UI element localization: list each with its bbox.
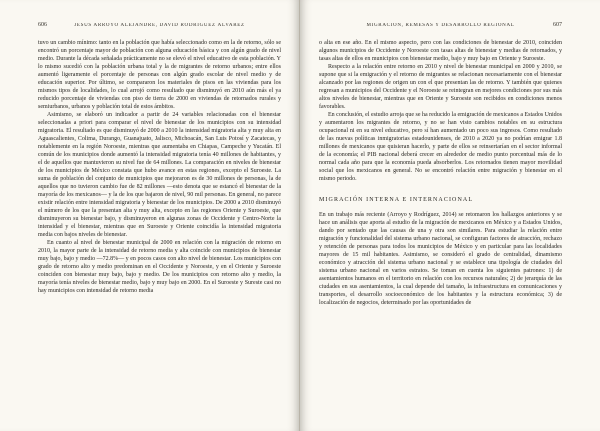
page-number-right: 607 (553, 22, 562, 28)
left-page-header (38, 22, 281, 28)
body-paragraph: En un trabajo más reciente (Arroyo y Rodríguez, 2014) se retomaron los hallazgos anteriores y se hace un análisis que aporta al estudio de la migración de mexicanos en México y a Estados Unidos, dando por sentado que las causas de una y otra son similares. Para estudiar la relación entre migración y funcionalidad del sistema urbano nacional, se configuran factores de atracción, rechazo y retención de personas para todos los municipios de México y en particular para las localidades mayores de 15 mil habitantes. Asimismo, se consideró el grado de centralidad, dinamismo económico y atracción del sistema urbano nacional y se establece una tipología de ciudades del sistema urbano nacional en varios estratos. Se toman en cuenta los siguientes patrones: 1) de asentamientos humanos en el territorio en relación con los recursos naturales; 2) de jerarquía de las ciudades en sus asentamientos, la cual depende del tamaño, la infraestructura en comunicaciones y transportes, el desarrollo socioeconómico de los habitantes y la estructura económica; 3) de localización de negocios, determinado por las oportunidades de (319, 212, 562, 306)
body-paragraph: Asimismo, se elaboró un indicador a partir de 24 variables relacionadas con el bienestar seleccionadas a priori para comparar el nivel de bienestar de los municipios con su intensidad migratoria. El resultado es que disminuyó de 2000 a 2010 la intensidad migratoria alta y muy alta en Aguascalientes, Colima, Durango, Guanajuato, Jalisco, Michoacán, San Luis Potosí y Zacatecas, y notablemente en la región Noroeste, mientras que aumentaba en Chiapas, Campeche y Yucatán. El común de los municipios donde aumentó la intensidad migratoria tenía 40 millones de habitantes, y el de aquellos que mantuvieron su nivel fue de 64 millones. La comparación en niveles de bienestar de los municipios de México constata que hubo avance en estas regiones, excepto el Suroeste. La suma de población del conjunto de municipios que mejoraron es de 30 millones de personas, la de aquellos que no tuvieron cambio fue de 82 millones —esto denota que se estancó el bienestar de la mayoría de los mexicanos— y la de los que bajaron de nivel, 90 mil personas. En general, no parece existir relación entre intensidad migratoria y bienestar de los municipios. De 2000 a 2010 disminuyó el número de los que la presentan alta y muy alta, excepto en las regiones Oriente y Suroeste, que disminuyeron su bienestar bajo, y disminuyeron en algunas zonas de Occidente y Centro-Norte la intensidad y el bienestar, mientras que en Suroeste y Oriente coincidía la intensidad migratoria media con bajos niveles de bienestar. (38, 112, 281, 238)
running-head-authors: JESÚS ARROYO ALEJANDRE, DAVID RODRÍGUEZ ÁLVAREZ (74, 23, 245, 28)
right-page-header (319, 22, 562, 28)
page-number-left: 606 (38, 22, 47, 28)
body-paragraph: Respecto a la relación entre retorno en 2010 y nivel de bienestar municipal en 2000 y 2010, se supone que si la emigración y el retorno de migrantes se relacionan necesariamente con el bienestar alcanzado por las regiones de origen un con el que presentan las de retorno. Y también que quienes regresan a municipios del Occidente y el Noroeste se reintegran en mejores condiciones por sus más altos niveles de bienestar, mientras que en Oriente y Suroeste son recibidos en condiciones menos favorables. (319, 64, 562, 110)
right-page-body (319, 39, 562, 307)
body-paragraph: En cuanto al nivel de bienestar municipal de 2000 en relación con la migración de retorno en 2010, la mayor parte de la intensidad de retorno media y alta coincide con municipios de bienestar muy bajo, bajo y medio —72.8%— y en pocos casos con alto nivel de bienestar. Los municipios con grado de retorno alto y medio predominan en el Occidente y Noroeste, y en el Oriente y Suroeste coinciden con bienestar muy bajo, bajo y medio. De los municipios con retorno alto y medio, la mayoría tenía niveles de bienestar medio, bajo y muy bajo en 2000. En el Suroeste y Sureste casi no hay municipios con intensidad de retorno media (38, 240, 281, 294)
section-heading: MIGRACIÓN INTERNA E INTERNACIONAL (319, 197, 474, 203)
right-page (300, 0, 600, 431)
running-head-title: MIGRACIÓN, REMESAS Y DESARROLLO REGIONAL (366, 23, 515, 28)
body-paragraph: o alta en ese año. En el mismo aspecto, pero con las condiciones de bienestar de 2010, coinciden algunos municipios de Occidente y Noroeste con tasas altas de bienestar y medias de retornados, y tasas altas de ellos en municipios con bienestar medio, bajo y muy bajo en Oriente y Suroeste. (319, 40, 562, 62)
body-paragraph: tuvo un cambio mínimo: tanto en la población que había seleccionado como en la de retorno, sólo se encontró un porcentaje mayor de población con alguna educación básica y con algún grado de nivel medio. Durante la década señalada prácticamente no se elevó el nivel educativo de esta población. Y lo mismo sucedió con la población urbana total y la de migrantes de retorno urbanos; entre ellos aumentó ligeramente el porcentaje de personas con algún grado escolar de nivel medio y de educación superior. Por último, se compararon los materiales de pisos en las viviendas para los mismos tipos de localidades, lo cual arrojó como resultado que disminuyó en 2010 aún más el ya reducido porcentaje de viviendas con piso de tierra de 2000 en viviendas de retornados rurales y semiurbanos, urbanos y población total de estos ámbitos. (38, 40, 281, 110)
body-paragraph: En conclusión, el estudio arroja que se ha reducido la emigración de mexicanos a Estados Unidos y aumentaron los migrantes de retorno, y no se han visto cambios notables en su estructura ocupacional ni en su nivel educativo, pero sí han aumentado un poco sus ingresos. Como resultado de las nuevas políticas inmigratorias estadounidenses, de 2010 a 2020 ya no podrían emigrar 1.8 millones de mexicanos que quisieran hacerlo, y parte de ellos se reinsertarían en el sector informal de la economía; el PIB nacional deberá crecer en alrededor de medio punto porcentual más de lo normal cada año para que la economía pueda absorberlos. Los retornados tienen mayor movilidad social que los mexicanos en general. No se encontró relación entre migración y bienestar en el mismo periodo. (319, 112, 562, 182)
left-page-body (38, 39, 281, 295)
